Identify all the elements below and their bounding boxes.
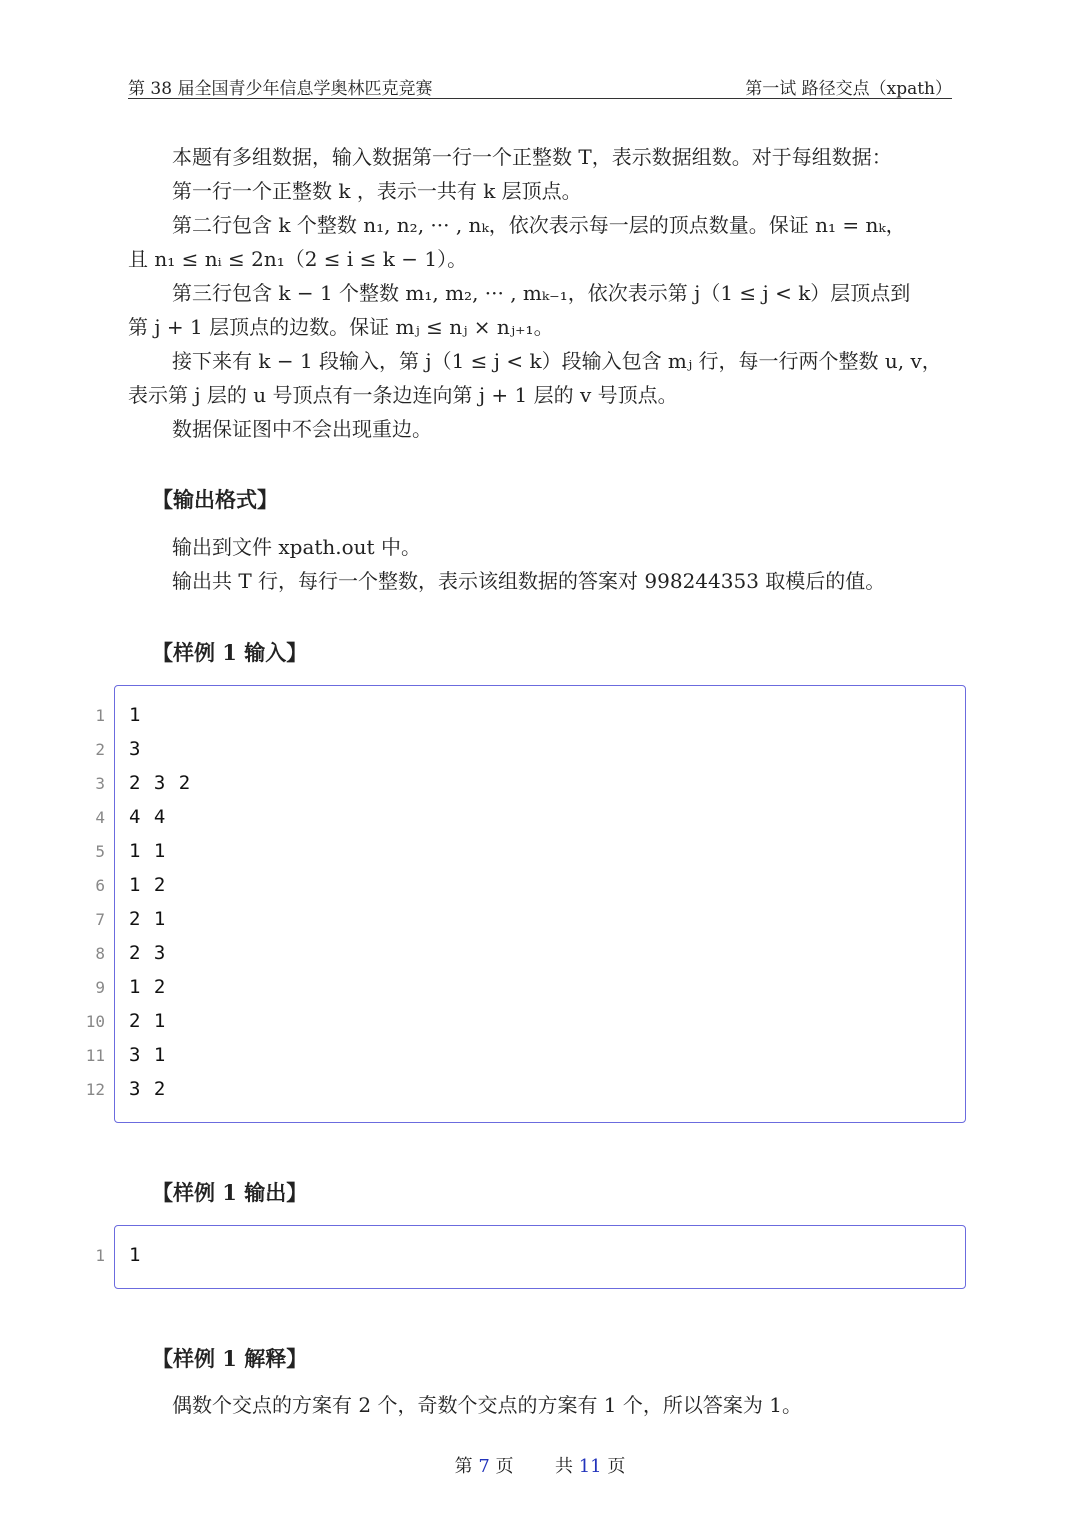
sample-explain-text: 偶数个交点的方案有 2 个，奇数个交点的方案有 1 个，所以答案为 1。 <box>172 1393 802 1417</box>
line-text: 1 2 <box>129 976 166 998</box>
line-number: 3 <box>95 774 105 793</box>
output-line-1: 输出到文件 xpath.out 中。 <box>172 535 421 559</box>
code-line <box>95 768 965 802</box>
line-number: 6 <box>95 876 105 895</box>
page-number: 7 <box>478 1456 490 1477</box>
page-footer <box>0 1452 1080 1478</box>
line-number: 10 <box>85 1012 105 1031</box>
line-number: 1 <box>95 706 105 725</box>
code-line <box>95 700 965 734</box>
line-text: 2 1 <box>129 1010 166 1032</box>
line-text: 3 2 <box>129 1078 166 1100</box>
code-line <box>95 972 965 1006</box>
line-text: 2 3 2 <box>129 772 191 794</box>
code-line <box>95 904 965 938</box>
line-text: 3 <box>129 738 141 760</box>
code-line <box>95 1240 965 1274</box>
code-line <box>85 1040 965 1074</box>
line-number: 1 <box>95 1246 105 1265</box>
line-text: 4 4 <box>129 806 166 828</box>
line-text: 1 1 <box>129 840 166 862</box>
line-text: 2 1 <box>129 908 166 930</box>
code-line <box>95 870 965 904</box>
line-text: 1 <box>129 704 141 726</box>
output-line-2: 输出共 T 行，每行一个整数，表示该组数据的答案对 998244353 取模后的值。 <box>172 569 886 593</box>
line-number: 2 <box>95 740 105 759</box>
input-para-1: 本题有多组数据，输入数据第一行一个正整数 T，表示数据组数。对于每组数据： <box>172 145 892 169</box>
total-pages: 11 <box>578 1456 602 1477</box>
input-para-3a: 第二行包含 k 个整数 n₁, n₂, ··· , nₖ，依次表示每一层的顶点数量。保证 n₁ = nₖ， <box>172 213 906 237</box>
sample-explain-heading: 【样例 1 解释】 <box>152 1346 308 1371</box>
line-number: 5 <box>95 842 105 861</box>
input-para-5a: 接下来有 k − 1 段输入，第 j（1 ≤ j < k）段输入包含 mⱼ 行，每一行两个整数 u, v， <box>172 349 942 373</box>
sample-output-box <box>95 1225 966 1289</box>
total-prefix: 共 <box>555 1456 573 1477</box>
page-header <box>128 70 952 99</box>
line-text: 3 1 <box>129 1044 166 1066</box>
line-text: 2 3 <box>129 942 166 964</box>
output-format-heading: 【输出格式】 <box>152 487 278 512</box>
line-number: 9 <box>95 978 105 997</box>
code-line <box>85 1006 965 1040</box>
total-suffix: 页 <box>607 1456 626 1477</box>
input-para-6: 数据保证图中不会出现重边。 <box>172 417 432 441</box>
sample-input-heading: 【样例 1 输入】 <box>152 640 308 665</box>
line-text: 1 <box>129 1244 141 1266</box>
contest-title: 第 38 届全国青少年信息学奥林匹克竞赛 <box>128 79 433 99</box>
line-number: 8 <box>95 944 105 963</box>
sample-input-box <box>85 685 966 1123</box>
page-suffix: 页 <box>495 1456 514 1477</box>
input-para-3b: 且 n₁ ≤ nᵢ ≤ 2n₁（2 ≤ i ≤ k − 1）。 <box>128 247 468 271</box>
code-line <box>95 836 965 870</box>
input-para-5b: 表示第 j 层的 u 号顶点有一条边连向第 j + 1 层的 v 号顶点。 <box>128 383 678 407</box>
problem-title: 第一试 路径交点（xpath） <box>745 79 952 99</box>
line-number: 11 <box>85 1046 105 1065</box>
line-text: 1 2 <box>129 874 166 896</box>
code-line <box>95 802 965 836</box>
code-line <box>85 1074 965 1108</box>
input-para-2: 第一行一个正整数 k ，表示一共有 k 层顶点。 <box>172 179 582 203</box>
line-number: 12 <box>85 1080 105 1099</box>
input-para-4b: 第 j + 1 层顶点的边数。保证 mⱼ ≤ nⱼ × nⱼ₊₁。 <box>128 315 554 339</box>
input-para-4a: 第三行包含 k − 1 个整数 m₁, m₂, ··· , mₖ₋₁，依次表示第 j（1 ≤ j < k）层顶点到 <box>172 281 911 305</box>
code-line <box>95 734 965 768</box>
sample-output-heading: 【样例 1 输出】 <box>152 1180 308 1205</box>
line-number: 4 <box>95 808 105 827</box>
page-prefix: 第 <box>454 1456 473 1477</box>
line-number: 7 <box>95 910 105 929</box>
code-line <box>95 938 965 972</box>
